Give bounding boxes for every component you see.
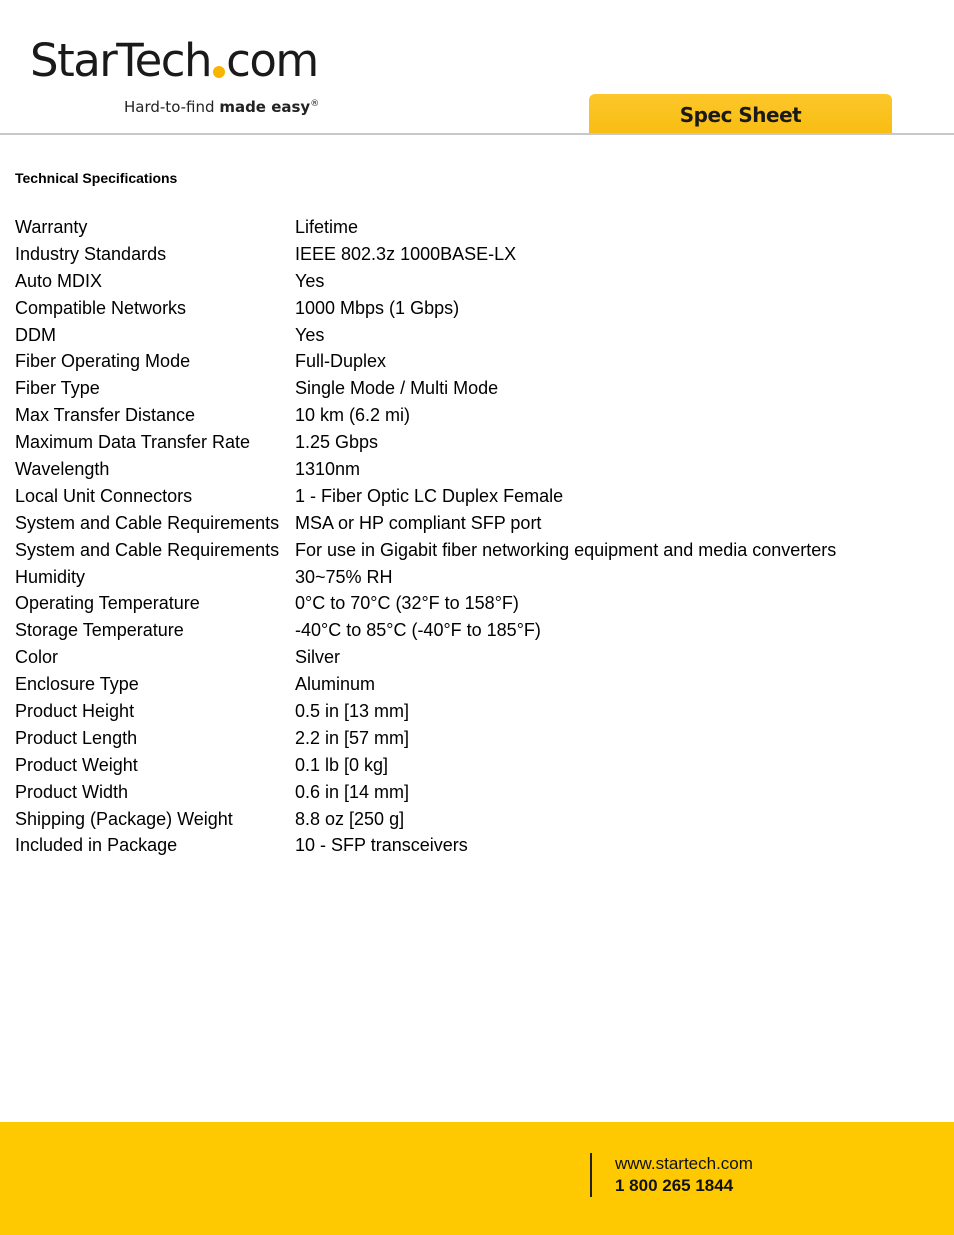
spec-row: [15, 241, 945, 268]
spec-row: [15, 806, 945, 833]
spec-label: Product Height: [15, 701, 135, 722]
spec-row: [15, 456, 945, 483]
spec-label: System and Cable Requirements: [15, 539, 280, 560]
spec-value: 10 km (6.2 mi): [295, 405, 411, 426]
spec-label: Compatible Networks: [15, 297, 187, 318]
spec-label: Max Transfer Distance: [15, 405, 196, 426]
spec-label: Product Weight: [15, 754, 138, 775]
spec-row: [15, 752, 945, 779]
header-divider: [0, 133, 954, 135]
spec-row: [15, 644, 945, 671]
spec-row: [15, 375, 945, 402]
spec-value: Yes: [295, 270, 325, 291]
spec-row: [15, 429, 945, 456]
spec-row: [15, 214, 945, 241]
spec-value: 1000 Mbps (1 Gbps): [295, 297, 460, 318]
spec-row: [15, 564, 945, 591]
spec-row: [15, 537, 945, 564]
spec-label: Storage Temperature: [15, 620, 184, 641]
spec-value: Lifetime: [295, 217, 359, 237]
spec-label: Maximum Data Transfer Rate: [15, 432, 251, 453]
spec-label: Fiber Type: [15, 378, 100, 399]
spec-row: [15, 671, 945, 698]
spec-row: [15, 348, 945, 375]
spec-value: Silver: [295, 647, 341, 668]
spec-value: 0.5 in [13 mm]: [295, 701, 410, 722]
spec-row: [15, 295, 945, 322]
spec-label: Humidity: [15, 566, 86, 587]
logo-dot-icon: [213, 66, 225, 78]
spec-value: 0.6 in [14 mm]: [295, 781, 410, 802]
spec-value: Aluminum: [295, 674, 376, 695]
spec-row: [15, 832, 945, 859]
spec-label: Enclosure Type: [15, 674, 139, 695]
footer-website: www.startech.com: [615, 1154, 753, 1173]
spec-value: 1.25 Gbps: [295, 432, 379, 453]
footer-phone: 1 800 265 1844: [615, 1176, 734, 1195]
spec-label: Warranty: [15, 217, 88, 237]
logo-tagline: [124, 98, 319, 116]
logo-wordmark: [30, 36, 318, 86]
spec-value: 1310nm: [295, 459, 361, 480]
spec-sheet-tab: [589, 94, 892, 134]
page-header: [0, 0, 954, 134]
spec-value: 1 - Fiber Optic LC Duplex Female: [295, 485, 564, 506]
page-footer: [0, 1122, 954, 1235]
spec-label: Shipping (Package) Weight: [15, 808, 233, 829]
startech-logo: [28, 30, 328, 125]
spec-label: Product Length: [15, 727, 138, 748]
spec-row: [15, 483, 945, 510]
spec-value: -40°C to 85°C (-40°F to 185°F): [295, 620, 541, 641]
spec-label: Local Unit Connectors: [15, 485, 193, 506]
spec-value: 0.1 lb [0 kg]: [295, 754, 389, 775]
tagline-regular: Hard-to-find: [124, 98, 220, 116]
spec-row: [15, 590, 945, 617]
footer-divider: [590, 1153, 592, 1197]
spec-value: 0°C to 70°C (32°F to 158°F): [295, 593, 519, 614]
spec-table: [15, 214, 945, 859]
spec-value: 10 - SFP transceivers: [295, 835, 468, 856]
spec-row: [15, 268, 945, 295]
spec-value: Yes: [295, 324, 325, 345]
spec-row: [15, 698, 945, 725]
tagline-bold: made easy: [219, 98, 311, 116]
spec-label: Wavelength: [15, 459, 110, 480]
spec-value: 2.2 in [57 mm]: [295, 727, 410, 748]
logo-text-com: com: [226, 34, 318, 87]
spec-value: IEEE 802.3z 1000BASE-LX: [295, 243, 517, 264]
spec-sheet-label: Spec Sheet: [679, 103, 802, 127]
spec-label: System and Cable Requirements: [15, 512, 280, 533]
spec-label: Fiber Operating Mode: [15, 351, 191, 372]
tagline-registered-mark: ®: [310, 99, 320, 109]
spec-label: Product Width: [15, 781, 129, 802]
spec-label: Industry Standards: [15, 243, 167, 264]
spec-value: 8.8 oz [250 g]: [295, 808, 405, 829]
spec-row: [15, 402, 945, 429]
spec-row: [15, 779, 945, 806]
spec-label: Color: [15, 647, 59, 668]
spec-value: For use in Gigabit fiber networking equipment and media converters: [295, 539, 837, 560]
spec-value: MSA or HP compliant SFP port: [295, 512, 542, 533]
spec-value: Single Mode / Multi Mode: [295, 378, 499, 399]
spec-value: 30~75% RH: [295, 566, 393, 587]
spec-row: [15, 510, 945, 537]
section-title: Technical Specifications: [15, 170, 178, 186]
spec-label: Auto MDIX: [15, 270, 103, 291]
spec-row: [15, 322, 945, 349]
spec-value: Full-Duplex: [295, 351, 387, 372]
logo-text-startech: StarTech: [30, 34, 212, 87]
spec-label: Included in Package: [15, 835, 178, 856]
spec-label: DDM: [15, 324, 56, 345]
spec-label: Operating Temperature: [15, 593, 200, 614]
spec-row: [15, 617, 945, 644]
spec-row: [15, 725, 945, 752]
